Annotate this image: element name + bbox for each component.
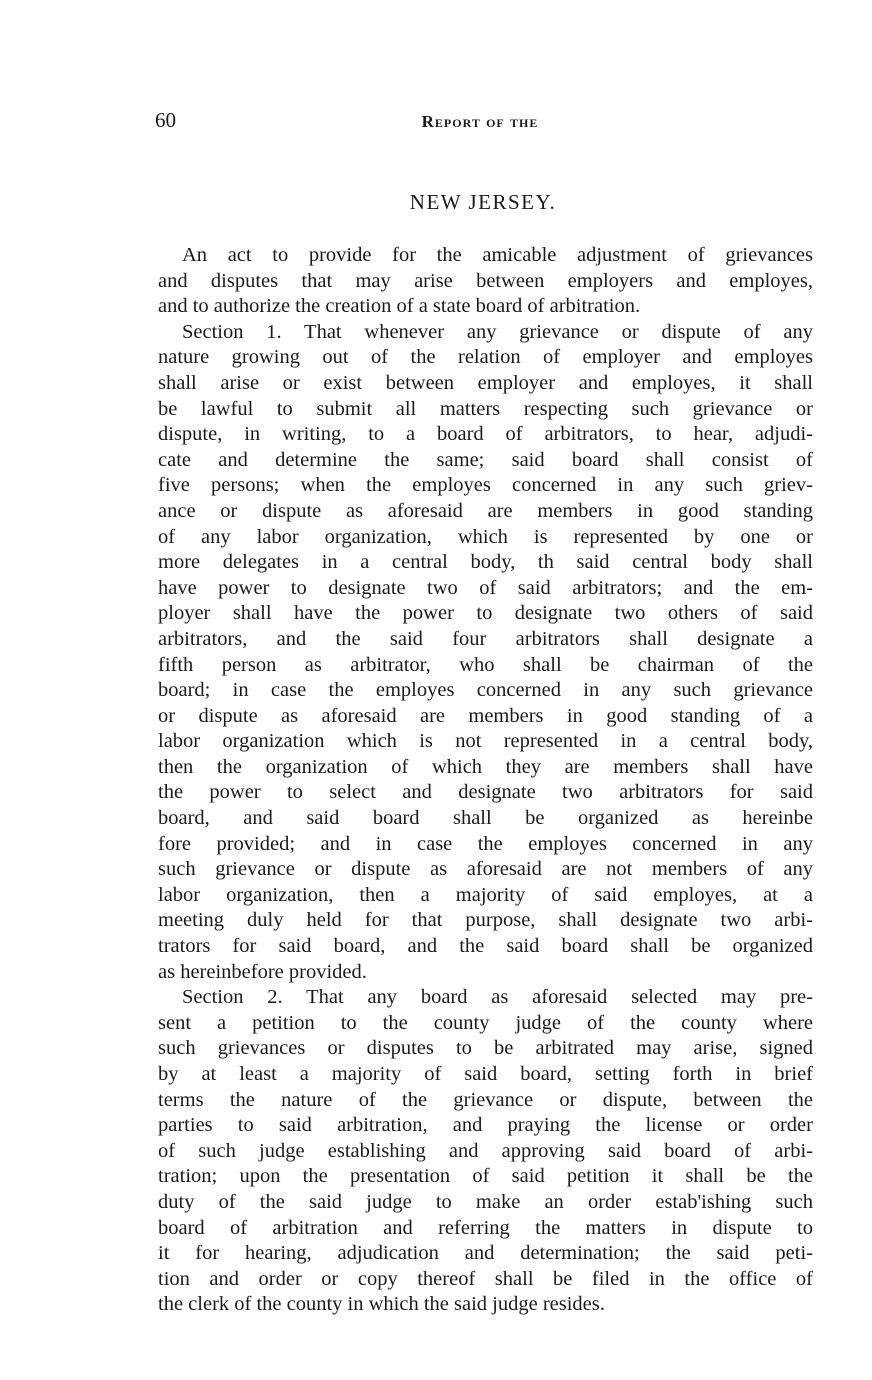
text-line: fore provided; and in case the employes concerned in any [158,832,813,855]
text-line: such grievance or dispute as aforesaid are not members of any [158,858,813,881]
text-line: board of arbitration and referring the matters in dispute to [158,1216,813,1239]
text-line: ance or dispute as aforesaid are members in good standing [158,499,813,522]
text-line: labor organization, then a majority of said employes, at a [158,883,813,906]
body-text [158,243,813,1318]
text-line: arbitrators, and the said four arbitrators shall designate a [158,627,813,650]
document-title: NEW JERSEY. [409,190,557,214]
running-head: Report of the [421,112,539,131]
text-line: as hereinbefore provided. [158,960,367,983]
text-line: or dispute as aforesaid are members in good standing of a [158,704,813,727]
text-line: such grievances or disputes to be arbitrated may arise, signed [158,1037,813,1060]
text-line: parties to said arbitration, and praying the license or order [158,1114,813,1137]
text-line: have power to designate two of said arbitrators; and the em- [158,576,813,599]
text-line: the power to select and designate two arbitrators for said [158,781,813,804]
text-line: An act to provide for the amicable adjustment of grievances [182,244,813,266]
text-line: dispute, in writing, to a board of arbitrators, to hear, adjudi- [158,423,813,446]
text-line: terms the nature of the grievance or dispute, between the [158,1088,813,1111]
section-2-paragraph [158,985,813,1318]
text-line: Section 1. That whenever any grievance or dispute of any [182,320,813,343]
text-line: be lawful to submit all matters respecting such grievance or [158,397,813,420]
text-line: of such judge establishing and approving said board of arbi- [158,1139,813,1162]
text-line: tion and order or copy thereof shall be filed in the office of [158,1267,813,1290]
text-line: fifth person as arbitrator, who shall be chairman of the [158,653,813,676]
text-line: more delegates in a central body, th said central body shall [158,551,813,574]
text-line: board, and said board shall be organized as hereinbe [158,807,813,830]
text-line: by at least a majority of said board, setting forth in brief [158,1063,813,1085]
text-line: shall arise or exist between employer and employes, it shall [158,371,813,394]
text-line: of any labor organization, which is represented by one or [158,525,813,548]
page-number: 60 [155,108,176,132]
text-line: five persons; when the employes concerned in any such griev- [158,474,813,497]
text-line: tration; upon the presentation of said petition it shall be the [158,1165,813,1188]
text-line: the clerk of the county in which the said judge resides. [158,1293,605,1316]
section-1-paragraph [158,320,813,985]
preamble-paragraph [158,243,813,320]
text-line: board; in case the employes concerned in any such grievance [158,679,813,702]
text-line: it for hearing, adjudication and determination; the said peti- [158,1242,813,1265]
text-line: sent a petition to the county judge of the county where [158,1011,813,1034]
text-line: trators for said board, and the said board shall be organized [158,935,813,958]
text-line: labor organization which is not represented in a central body, [158,730,813,753]
text-line: duty of the said judge to make an order estab'ishing such [158,1190,813,1213]
text-line: meeting duly held for that purpose, shall designate two arbi- [158,909,813,932]
text-line: and to authorize the creation of a state board of arbitration. [158,295,641,318]
text-line: ployer shall have the power to designate two others of said [158,602,813,625]
text-line: Section 2. That any board as aforesaid selected may pre- [182,986,813,1009]
text-line: then the organization of which they are members shall have [158,755,813,778]
text-line: and disputes that may arise between employers and employes, [158,269,813,292]
text-line: cate and determine the same; said board shall consist of [158,448,813,471]
text-line: nature growing out of the relation of employer and employes [158,346,813,369]
